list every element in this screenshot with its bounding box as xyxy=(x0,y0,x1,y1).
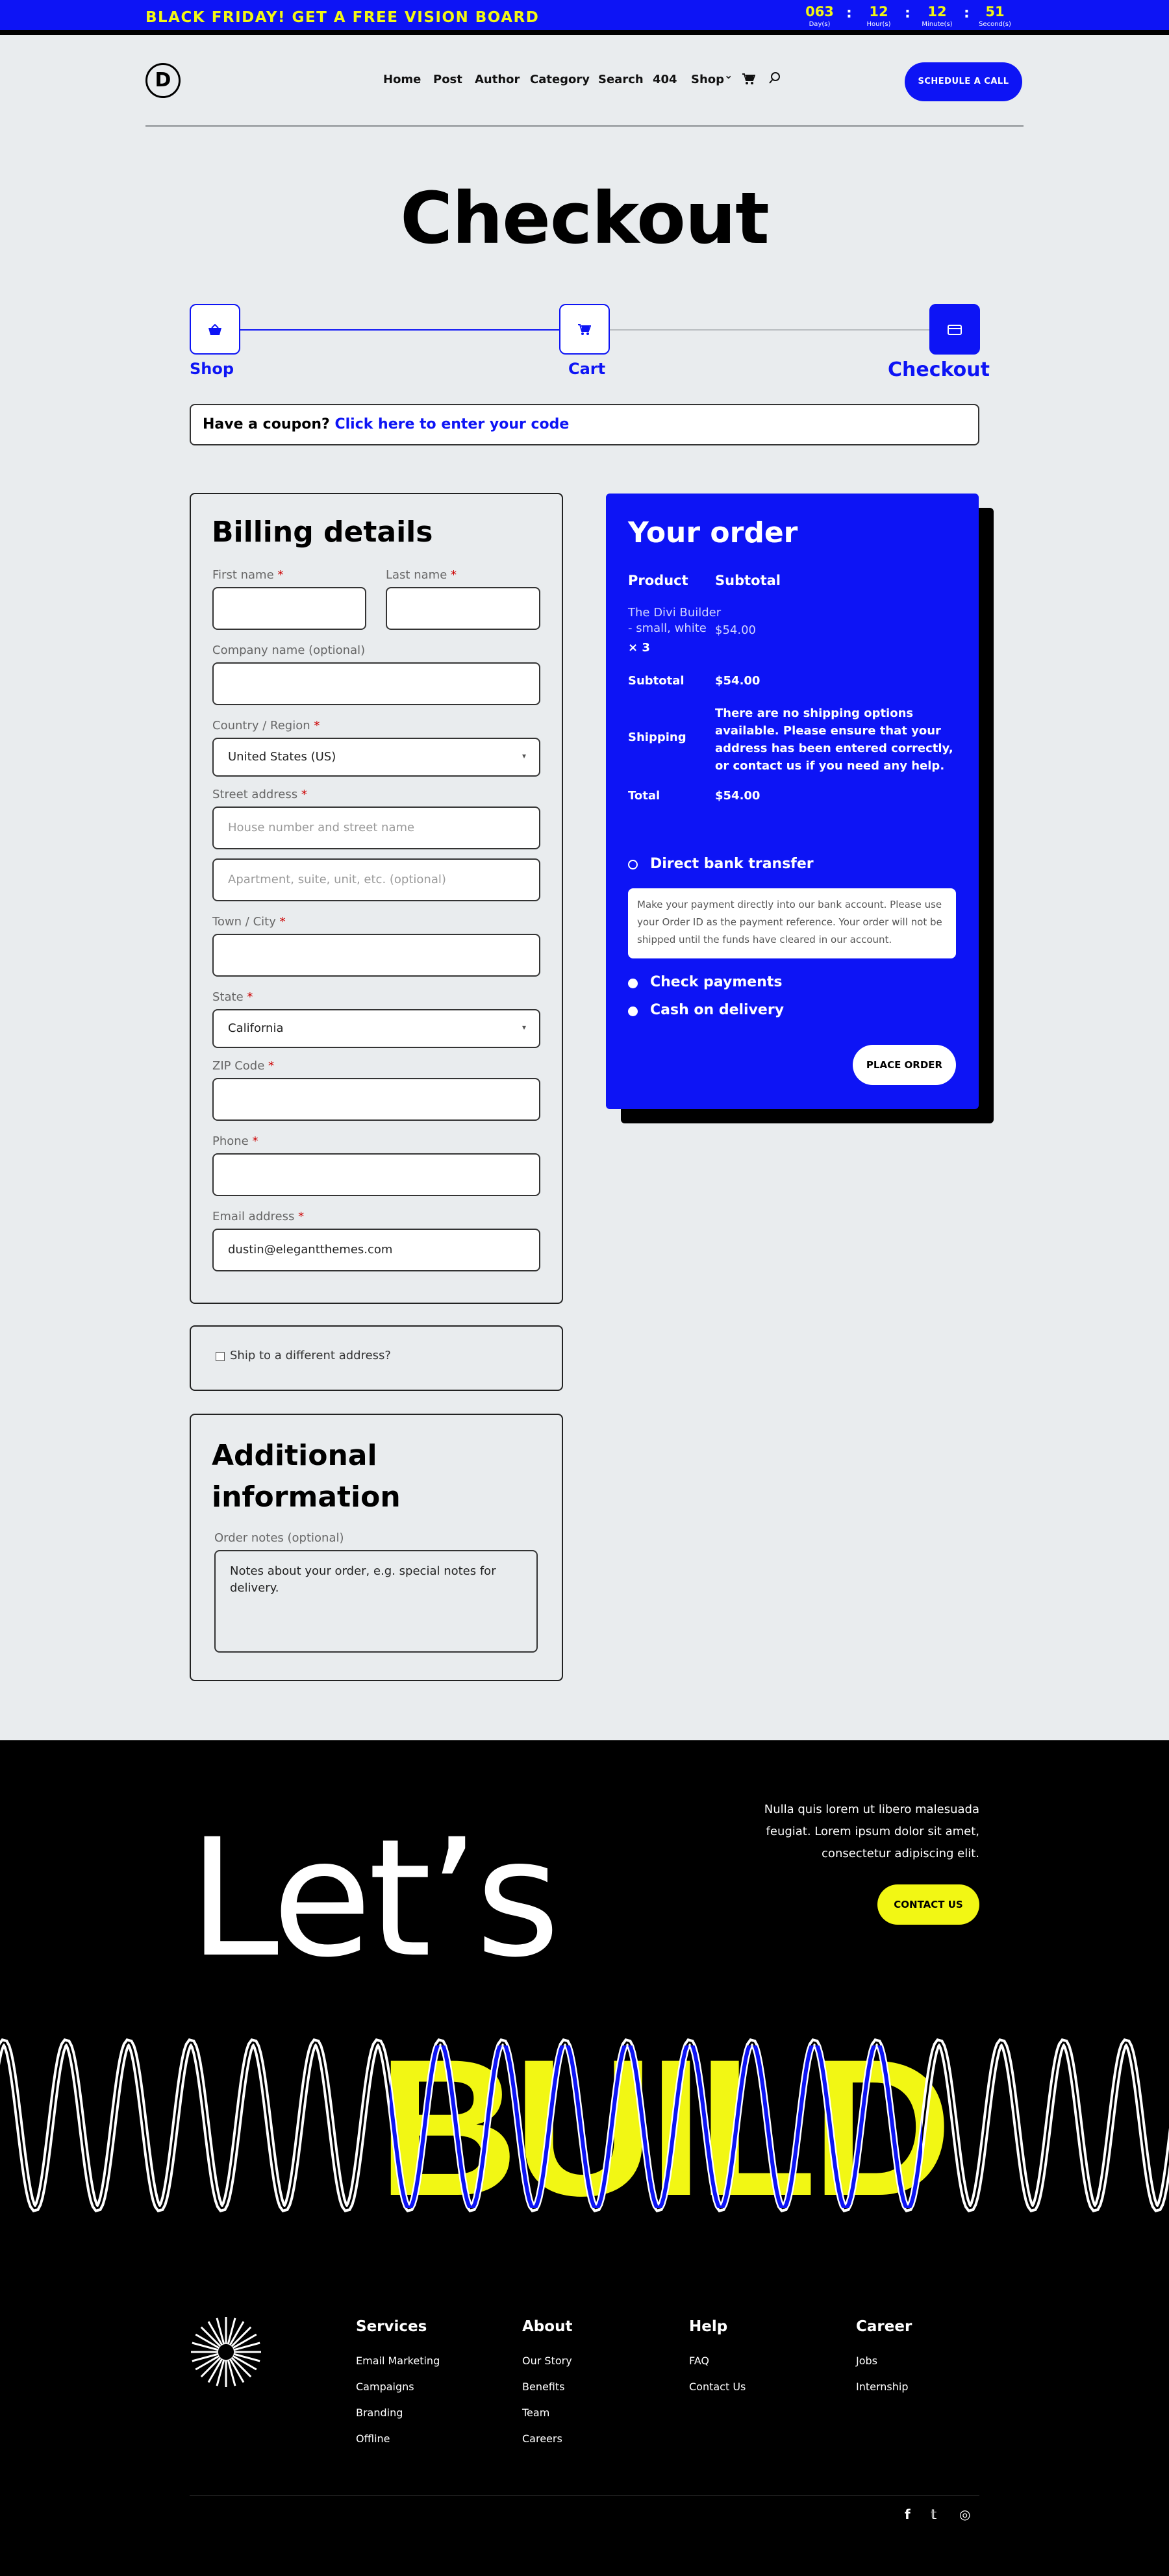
country-label: Country / Region * xyxy=(212,719,320,732)
street-input[interactable]: House number and street name xyxy=(212,807,540,849)
search-icon[interactable] xyxy=(768,71,781,88)
order-item-name: The Divi Builder - small, white xyxy=(628,606,722,635)
step-label-checkout[interactable]: Checkout xyxy=(888,358,990,381)
step-label-shop[interactable]: Shop xyxy=(190,360,234,378)
site-logo[interactable]: D xyxy=(145,63,181,98)
footer-col-services-title: Services xyxy=(356,2318,427,2335)
step-label-cart[interactable]: Cart xyxy=(568,360,606,378)
email-label: Email address * xyxy=(212,1210,305,1223)
step-cart[interactable] xyxy=(559,304,610,355)
coupon-question: Have a coupon? xyxy=(203,416,330,432)
street-label: Street address * xyxy=(212,788,307,801)
footer-col-help-title: Help xyxy=(689,2318,728,2335)
first-name-label: First name * xyxy=(212,568,284,582)
company-input[interactable] xyxy=(212,662,540,705)
order-notes-textarea[interactable]: Notes about your order, e.g. special notes for delivery. xyxy=(214,1550,538,1653)
order-col-subtotal: Subtotal xyxy=(715,573,781,588)
footer-description: Nulla quis lorem ut libero malesuada feugiat. Lorem ipsum dolor sit amet, consectetur adipiscing elit. xyxy=(764,1803,979,1860)
shipping-message: There are no shipping options available. Please ensure that your address has been entered correctly, or contact us if you need any help. xyxy=(715,707,953,773)
footer-link[interactable]: FAQ xyxy=(689,2355,709,2367)
last-name-label: Last name * xyxy=(386,568,457,582)
payment-cod-label[interactable]: Cash on delivery xyxy=(650,1002,785,1018)
payment-check-radio[interactable] xyxy=(628,979,638,988)
payment-cod-radio[interactable] xyxy=(628,1007,638,1016)
build-graphic xyxy=(0,2020,1169,2227)
nav-404[interactable]: 404 xyxy=(653,73,677,86)
additional-info-title: Additional information xyxy=(212,1439,401,1514)
company-label: Company name (optional) xyxy=(212,644,366,657)
footer-link[interactable]: Contact Us xyxy=(689,2381,746,2393)
footer-link[interactable]: Careers xyxy=(522,2432,562,2445)
coupon-bar xyxy=(190,404,979,445)
footer-link[interactable]: Internship xyxy=(856,2381,909,2393)
footer-logo-icon[interactable] xyxy=(190,2316,262,2388)
twitter-icon[interactable]: 𝕥 xyxy=(931,2507,937,2522)
shipping-label: Shipping xyxy=(628,731,686,744)
country-select[interactable]: United States (US) xyxy=(212,738,540,777)
nav-search[interactable]: Search xyxy=(598,73,644,86)
countdown-seconds: 51 xyxy=(985,4,1005,19)
footer-link[interactable]: Benefits xyxy=(522,2381,565,2393)
cart-icon[interactable] xyxy=(742,73,755,88)
countdown-sep: : xyxy=(846,5,852,21)
header-divider xyxy=(145,125,1024,127)
basket-icon xyxy=(208,324,221,336)
countdown-seconds-label: Second(s) xyxy=(979,21,1011,28)
subtotal-label: Subtotal xyxy=(628,674,685,688)
footer-link[interactable]: Campaigns xyxy=(356,2381,414,2393)
footer-link[interactable]: Offline xyxy=(356,2432,390,2445)
footer-link[interactable]: Email Marketing xyxy=(356,2355,440,2367)
payment-bank-radio[interactable] xyxy=(628,860,638,869)
state-label: State * xyxy=(212,990,253,1004)
countdown-minutes-label: Minute(s) xyxy=(922,21,953,28)
order-title: Your order xyxy=(628,516,798,549)
cart-icon xyxy=(578,324,591,336)
countdown-hours: 12 xyxy=(869,4,888,19)
bank-transfer-description: Make your payment directly into our bank account. Please use your Order ID as the payment reference. Your order will not be shipped until the funds have cleared in our account. xyxy=(628,888,956,958)
footer-link[interactable]: Team xyxy=(522,2407,550,2419)
chevron-down-icon[interactable]: ⌄ xyxy=(724,69,733,81)
billing-title: Billing details xyxy=(212,516,433,549)
place-order-button[interactable]: PLACE ORDER xyxy=(853,1045,956,1085)
countdown-days: 063 xyxy=(805,4,834,19)
countdown-sep: : xyxy=(905,5,911,21)
email-input[interactable]: dustin@elegantthemes.com xyxy=(212,1229,540,1271)
step-shop[interactable] xyxy=(190,304,240,355)
footer-col-career-title: Career xyxy=(856,2318,912,2335)
state-select[interactable]: California xyxy=(212,1009,540,1048)
lets-heading: Let’s xyxy=(188,1804,557,1993)
payment-check-label[interactable]: Check payments xyxy=(650,974,783,990)
order-item-price: $54.00 xyxy=(715,623,756,637)
zip-label: ZIP Code * xyxy=(212,1059,275,1073)
city-input[interactable] xyxy=(212,934,540,977)
credit-card-icon xyxy=(948,325,962,335)
phone-label: Phone * xyxy=(212,1134,258,1148)
first-name-input[interactable] xyxy=(212,587,366,630)
footer-link[interactable]: Branding xyxy=(356,2407,403,2419)
nav-post[interactable]: Post xyxy=(433,73,462,86)
facebook-icon[interactable]: f xyxy=(905,2507,911,2522)
chevron-down-icon: ▾ xyxy=(522,1023,527,1032)
phone-input[interactable] xyxy=(212,1153,540,1196)
countdown-hours-label: Hour(s) xyxy=(866,21,891,28)
countdown-sep: : xyxy=(964,5,970,21)
progress-line-complete xyxy=(240,329,559,331)
coupon-link[interactable]: Click here to enter your code xyxy=(334,416,570,432)
nav-author[interactable]: Author xyxy=(475,73,520,86)
step-checkout[interactable] xyxy=(929,304,980,355)
street2-input[interactable]: Apartment, suite, unit, etc. (optional) xyxy=(212,858,540,901)
progress-line-pending xyxy=(610,329,929,331)
ship-different-label[interactable]: Ship to a different address? xyxy=(230,1349,391,1362)
schedule-call-button[interactable]: SCHEDULE A CALL xyxy=(905,62,1022,101)
nav-category[interactable]: Category xyxy=(530,73,590,86)
nav-shop[interactable]: Shop xyxy=(691,73,725,86)
countdown-minutes: 12 xyxy=(927,4,947,19)
footer-link[interactable]: Our Story xyxy=(522,2355,572,2367)
nav-home[interactable]: Home xyxy=(383,73,421,86)
payment-bank-label[interactable]: Direct bank transfer xyxy=(650,856,814,872)
last-name-input[interactable] xyxy=(386,587,540,630)
instagram-icon[interactable]: ◎ xyxy=(959,2507,971,2522)
city-label: Town / City * xyxy=(212,915,286,929)
ship-different-checkbox[interactable] xyxy=(216,1352,225,1361)
countdown-days-label: Day(s) xyxy=(809,21,831,28)
total-value: $54.00 xyxy=(715,789,760,803)
contact-us-button[interactable]: CONTACT US xyxy=(877,1884,979,1925)
build-text: BUILD xyxy=(377,2020,948,2227)
zip-input[interactable] xyxy=(212,1078,540,1121)
footer-col-about-title: About xyxy=(522,2318,573,2335)
order-notes-label: Order notes (optional) xyxy=(214,1531,344,1545)
chevron-down-icon: ▾ xyxy=(522,751,527,760)
order-item-qty: × 3 xyxy=(628,641,650,655)
promo-text[interactable]: BLACK FRIDAY! GET A FREE VISION BOARD xyxy=(145,9,540,26)
footer-divider xyxy=(190,2495,979,2496)
total-label: Total xyxy=(628,789,660,803)
page-title: Checkout xyxy=(400,177,769,260)
subtotal-value: $54.00 xyxy=(715,674,760,688)
footer-link[interactable]: Jobs xyxy=(856,2355,877,2367)
order-col-product: Product xyxy=(628,573,688,588)
